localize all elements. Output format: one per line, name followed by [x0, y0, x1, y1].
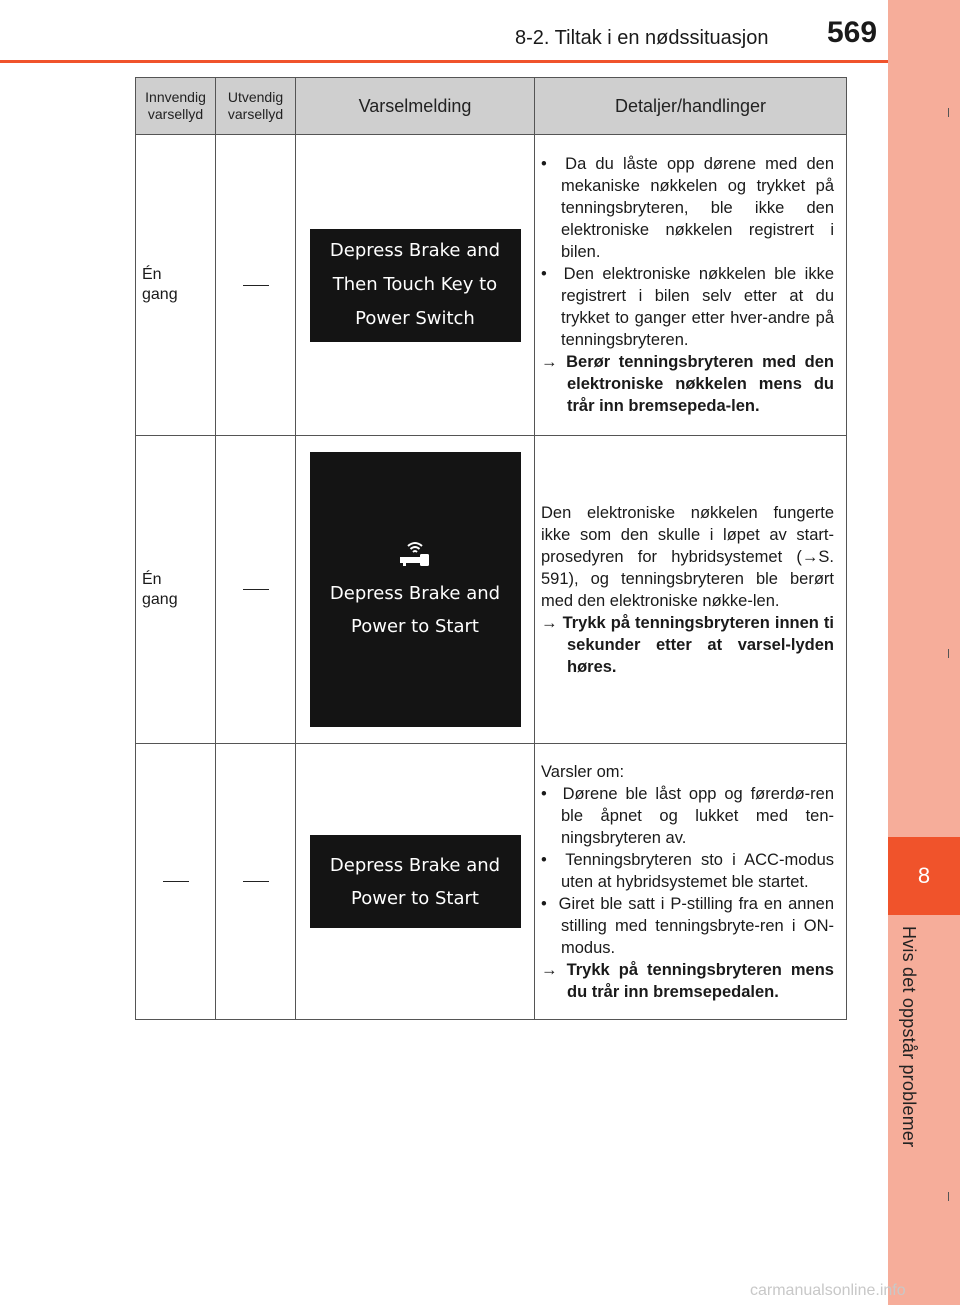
header-message: Varselmelding	[296, 78, 535, 135]
header-details: Detaljer/handlinger	[535, 78, 847, 135]
chapter-number: 8	[917, 863, 931, 888]
chapter-number-tab[interactable]	[888, 837, 960, 915]
list-item: • Giret ble satt i P-stilling fra en annen stilling med tenningsbryte-ren i ON-modus.	[541, 894, 835, 957]
warning-message-display: Depress Brake and Power to Start	[310, 452, 521, 727]
list-item: • Da du låste opp dørene med den mekaniske nøkkelen og trykket på tenningsbryteren, ble ikke den elektroniske nøkkelen registrert i bilen.	[541, 155, 834, 261]
dash	[163, 881, 189, 882]
chapter-title: Hvis det oppstår problemer	[899, 926, 919, 1148]
watermark: carmanualsonline.info	[750, 1282, 906, 1299]
warning-message-table	[135, 77, 847, 1020]
details-cell	[535, 436, 847, 744]
key-signal-icon	[398, 537, 432, 567]
table-header-row	[136, 78, 847, 135]
outer-buzzer-cell	[216, 436, 296, 744]
details-text: Den elektroniske nøkkelen fungerte ikke som den skulle i løpet av start-prosedyren for hybridsystemet (→S. 591), og tenningsbryteren ble berørt med den elektroniske nøkke-len.	[541, 503, 834, 610]
header-rule	[0, 60, 888, 63]
message-cell	[296, 436, 535, 744]
details-cell	[535, 744, 847, 1020]
header-outer-buzzer: Utvendig varsellyd	[216, 78, 296, 135]
outer-buzzer-cell	[216, 744, 296, 1020]
inner-buzzer-cell: Én gang	[136, 436, 216, 744]
table-row	[136, 436, 847, 744]
page-number: 569	[827, 16, 878, 49]
warning-message-display: Depress Brake and Then Touch Key to Power Switch	[310, 229, 521, 342]
dash	[243, 285, 269, 286]
list-item: • Tenningsbryteren sto i ACC-modus uten at hybridsystemet ble startet.	[541, 850, 834, 891]
details-cell	[535, 135, 847, 436]
action-item: → Trykk på tenningsbryteren mens du trår inn bremsepedalen.	[541, 960, 834, 1001]
margin-tick	[948, 649, 949, 658]
dash	[243, 589, 269, 590]
list-item: • Dørene ble låst opp og førerdø-ren ble åpnet og lukket med ten-ningsbryteren av.	[541, 784, 835, 847]
list-item: • Den elektroniske nøkkelen ble ikke registrert i bilen selv etter at du trykket to ganger etter hver-andre på tenningsbryteren.	[541, 265, 835, 349]
header-inner-buzzer: Innvendig varsellyd	[136, 78, 216, 135]
message-cell	[296, 744, 535, 1020]
details-intro: Varsler om:	[541, 762, 625, 781]
inner-buzzer-cell	[136, 744, 216, 1020]
table-row	[136, 744, 847, 1020]
outer-buzzer-cell	[216, 135, 296, 436]
warning-message-display: Depress Brake and Power to Start	[310, 835, 521, 928]
message-cell	[296, 135, 535, 436]
table-row	[136, 135, 847, 436]
margin-tick	[948, 108, 949, 117]
inner-buzzer-cell: Én gang	[136, 135, 216, 436]
dash	[243, 881, 269, 882]
margin-tick	[948, 1192, 949, 1201]
action-item: → Berør tenningsbryteren med den elektroniske nøkkelen mens du trår inn bremsepeda-len.	[541, 353, 834, 415]
section-title: 8-2. Tiltak i en nødssituasjon	[515, 27, 769, 49]
action-item: → Trykk på tenningsbryteren innen ti sekunder etter at varsel-lyden høres.	[541, 613, 834, 676]
